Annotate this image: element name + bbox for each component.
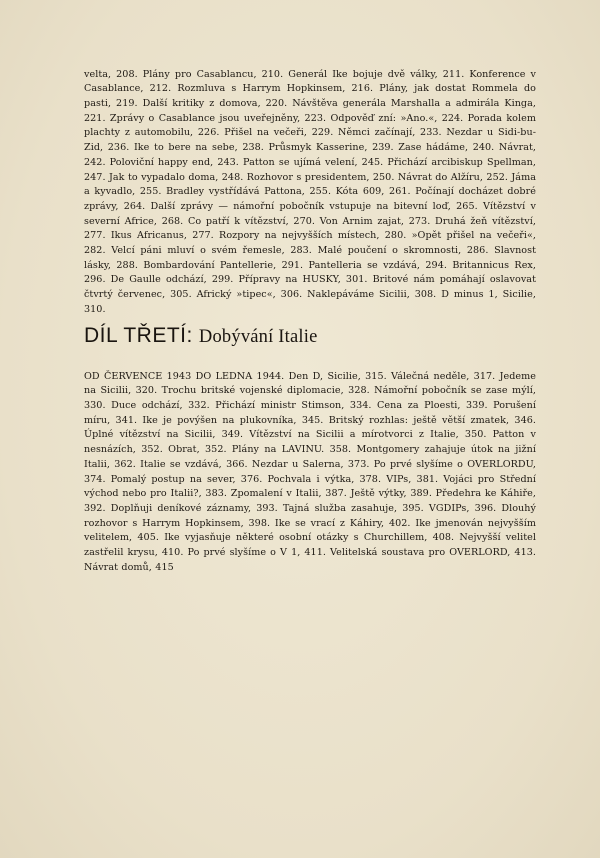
section-heading-part-three bbox=[84, 323, 536, 350]
toc-part-three-entries: OD ČERVENCE 1943 DO LEDNA 1944. Den D, Sicilie, 315. Válečná neděle, 317. Jedeme na Sicilii, 320. Trochu britské vojenské diplomacie, 328. Námořní pobočník se zase mýlí, 330. Duce odchází, 332. Přichází ministr Stimson, 334. Cena za Ploesti, 339. Porušení míru, 341. Ike je povýšen na plukovníka, 345. Britský rozhlas: ještě větší zmatek, 346. Úplné vítězství na Sicilii, 349. Vítězství na Sicilii a mírotvorci z Italie, 350. Patton v nesnázích, 352. Obrat, 352. Plány na LAVINU. 358. Montgomery zahajuje útok na jižní Italii, 362. Italie se vzdává, 366. Nezdar u Salerna, 373. Po prvé slyšíme o OVERLORDU, 374. Pomalý postup na sever, 376. Pochvala i výtka, 378. VIPs, 381. Vojáci pro Střední východ nebo pro Italii?, 383. Zpomalení v Italii, 387. Ještě výtky, 389. Předehra ke Káhiře, 392. Doplňuji deníkové záznamy, 393. Tajná služba zasahuje, 395. VGDIPs, 396. Dlouhý rozhovor s Harrym Hopkinsem, 398. Ike se vrací z Káhiry, 402. Ike jmenován nejvyšším velitelem, 405. Ike vyjasňuje některé osobní otázky s Churchillem, 408. Nejvyšší velitel zastřelil krysu, 410. Po prvé slyšíme o V 1, 411. Velitelská soustava pro OVERLORD, 413. Návrat domů, 415 bbox=[84, 370, 536, 573]
part-title: Dobývání Italie bbox=[198, 327, 318, 347]
part-label: DÍL TŘETÍ: bbox=[84, 324, 193, 347]
toc-part-two-entries: velta, 208. Plány pro Casablancu, 210. Generál Ike bojuje dvě války, 211. Konference v Casablance, 212. Rozmluva s Harrym Hopkinsem, 216. Plány, jak dostat Rommela do pasti, 219. Další kritiky z domova, 220. Návštěva generála Marshalla a admirála Kinga, 221. Zprávy o Casablance jsou uveřejněny, 223. Odpověď zní: »Ano.«, 224. Porada kolem plachty z automobilu, 226. Přišel na večeři, 229. Němci začínají, 233. Nezdar u Sidi-bu-Zid, 236. Ike to bere na sebe, 238. Průsmyk Kasserine, 239. Zase hádáme, 240. Návrat, 242. Poloviční happy end, 243. Patton se ujímá velení, 245. Přichází arcibiskup Spellman, 247. Jak to vypadalo doma, 248. Rozhovor s presidentem, 250. Návrat do Alžíru, 252. Jáma a kyvadlo, 255. Bradley vystřídává Pattona, 255. Kóta 609, 261. Počínají docházet dobré zprávy, 264. Další zprávy — námořní pobočník vstupuje na bitevní loď, 265. Vítězství v severní Africe, 268. Co patří k vítězství, 270. Von Arnim zajat, 273. Druhá žeň vítězství, 277. Ikus Africanus, 277. Rozpory na nejvyšších místech, 280. »Opět přišel na večeři«, 282. Velcí páni mluví o svém řemesle, 283. Malé poučení o skromnosti, 286. Slavnost lásky, 288. Bombardování Pantellerie, 291. Pantelleria se vzdává, 294. Britannicus Rex, 296. De Gaulle odchází, 299. Přípravy na HUSKY, 301. Britové nám pomáhají oslavovat čtvrtý červenec, 305. Africký »tipec«, 306. Naklepáváme Sicilii, 308. D minus 1, Sicilie, 310. bbox=[84, 68, 536, 315]
